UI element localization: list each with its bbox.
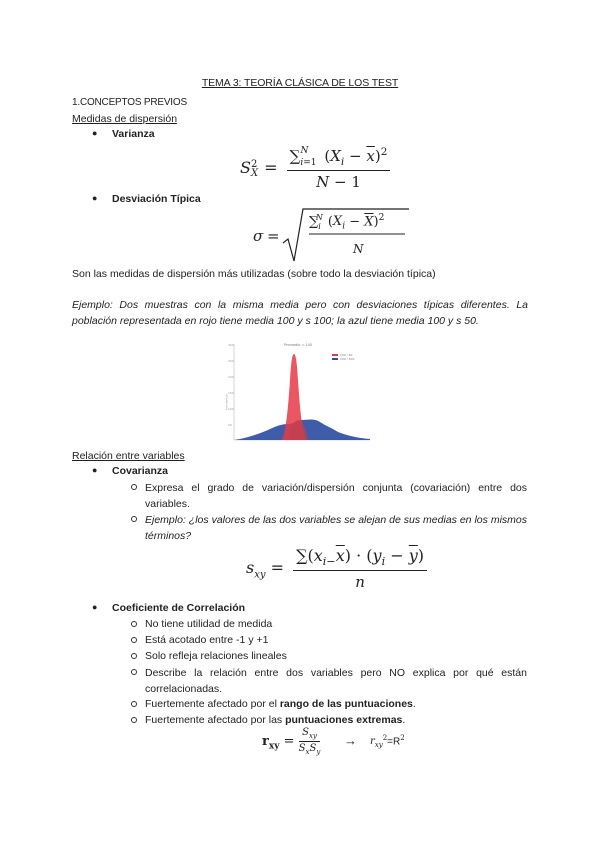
page-title: TEMA 3: TEORÍA CLÁSICA DE LOS TEST <box>201 77 399 89</box>
circle-bullet-icon <box>131 516 137 522</box>
covarianza-label: Covarianza <box>112 465 169 477</box>
covarianza-item: Expresa el grado de variación/dispersión conjunta (covariación) entre dos variables. <box>145 482 527 510</box>
correlacion-formula: $r_{xy}$ = $\frac{S_{xy}}{S_xS_y}$ <box>262 727 321 756</box>
circle-bullet-icon <box>131 717 137 723</box>
bullet-icon: ● <box>92 128 98 138</box>
desviacion-formula: σ = $\sum_i^N$ $(X_i - \overline{X})^2$ N <box>253 207 403 263</box>
covarianza-example: Ejemplo: ¿los valores de las dos variables se alejan de sus medias en los mismos términos? <box>145 514 527 542</box>
correlacion-item: No tiene utilidad de medida <box>145 618 273 630</box>
svg-text:250: 250 <box>228 359 234 363</box>
svg-text:150: 150 <box>228 391 234 395</box>
relacion-heading: Relación entre variables <box>72 450 185 462</box>
figure-title: Promedio = 100 <box>284 343 313 347</box>
correlacion-item: Fuertemente afectado por el rango de las puntuaciones. <box>145 698 416 710</box>
correlacion-item: Fuertemente afectado por las puntuaciones extremas. <box>145 714 406 726</box>
circle-bullet-icon <box>131 653 137 659</box>
arrow-icon: → <box>344 733 357 748</box>
circle-bullet-icon <box>131 484 137 490</box>
circle-bullet-icon <box>131 637 137 643</box>
circle-bullet-icon <box>131 621 137 627</box>
circle-bullet-icon <box>131 669 137 675</box>
circle-bullet-icon <box>131 701 137 707</box>
correlacion-item: Está acotado entre -1 y +1 <box>145 634 269 646</box>
varianza-label: Varianza <box>112 128 155 140</box>
correlacion-item: Describe la relación entre dos variables pero NO explica por qué están correlacionadas. <box>145 667 527 695</box>
dispersion-summary: Son las medidas de dispersión más utilizadas (sobre todo la desviación típica) <box>72 268 436 280</box>
dispersion-heading: Medidas de dispersión <box>72 113 178 125</box>
section-heading: 1.CONCEPTOS PREVIOS <box>72 97 187 108</box>
legend-blue: 100 / 100 <box>340 357 355 361</box>
covarianza-formula: $s_{xy}$ = $\frac{\sum(x_{i-}\overline{x}) \cdot (y_i - \overline{y})}{n}$ <box>246 546 427 591</box>
correlacion-label: Coeficiente de Correlación <box>112 602 246 614</box>
svg-text:frecuencia: frecuencia <box>224 394 229 410</box>
distribution-figure <box>224 340 373 446</box>
svg-text:300: 300 <box>228 343 234 347</box>
svg-text:50: 50 <box>228 423 232 427</box>
svg-text:100: 100 <box>228 407 234 411</box>
dispersion-example: Ejemplo: Dos muestras con la misma media pero con desviaciones típicas diferentes. La población representada en rojo tiene media 100 y s 100; la azul tiene media 100 y s 50. <box>72 299 528 327</box>
varianza-formula: S2 X = $\frac{\sum_{i=1}^N (X_i - \overline{x})^2}{N - 1}$ <box>240 146 390 191</box>
bullet-icon: ● <box>92 602 98 612</box>
desviacion-label: Desviación Típica <box>112 193 201 205</box>
correlacion-item: Solo refleja relaciones lineales <box>145 650 287 662</box>
bullet-icon: ● <box>92 193 98 203</box>
svg-text:200: 200 <box>228 375 234 379</box>
bullet-icon: ● <box>92 465 98 475</box>
r-squared-formula: $r_{xy}^2=R^2$ <box>370 734 405 750</box>
legend-red: 100 / 50 <box>340 353 353 357</box>
